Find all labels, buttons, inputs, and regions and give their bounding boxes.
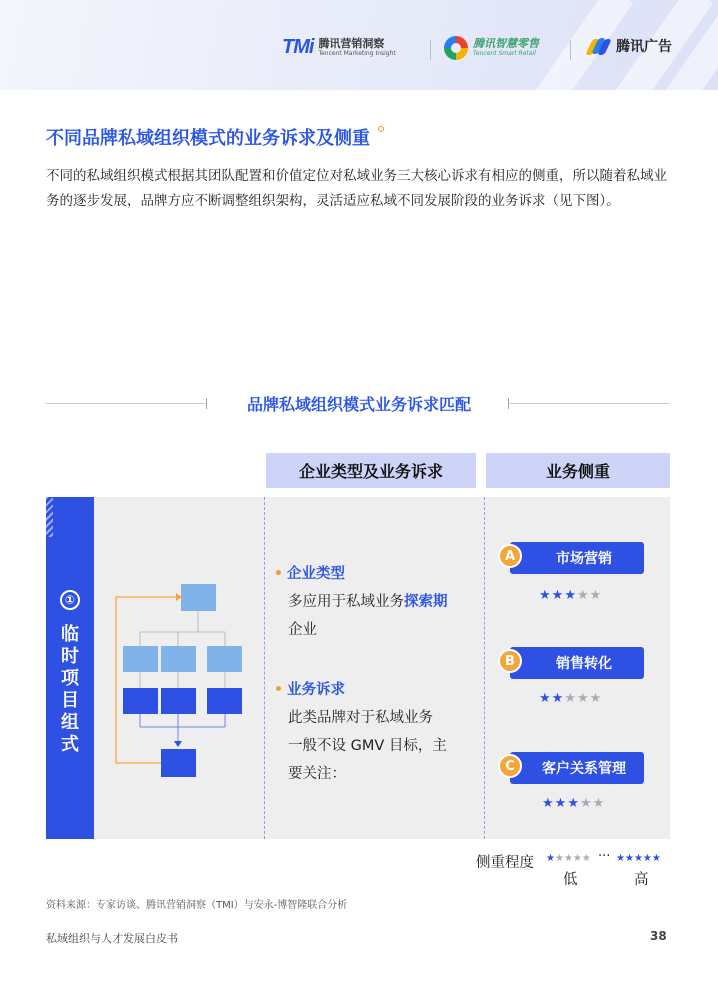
smart-retail-name-en: Tencent Smart Retail [473, 50, 536, 57]
star-filled-icon: ★ [567, 796, 580, 811]
star-empty-icon: ★ [581, 853, 591, 864]
star-filled-icon: ★ [546, 853, 555, 864]
business-demand-line: 要关注： [288, 766, 346, 782]
section-title-text: 不同品牌私域组织模式的业务诉求及侧重 [46, 128, 370, 149]
star-filled-icon: ★ [616, 853, 625, 864]
star-empty-icon: ★ [564, 691, 577, 706]
legend-label: 侧重程度 [476, 855, 534, 871]
star-empty-icon: ★ [554, 853, 564, 864]
enterprise-type-heading [276, 562, 345, 583]
mode-label-char: 目 [61, 690, 79, 711]
star-filled-icon: ★ [551, 691, 565, 706]
org-mid-box [123, 646, 158, 672]
star-filled-icon: ★ [539, 691, 552, 706]
star-filled-icon: ★ [624, 853, 634, 864]
figure-title-rule-left [46, 403, 206, 404]
footer-doc-title: 私域组织与人才发展白皮书 [46, 932, 178, 945]
star-filled-icon: ★ [633, 853, 643, 864]
tencent-ads-icon [586, 37, 608, 55]
mode-label-char: 时 [61, 646, 79, 667]
column-header-type-demand: 企业类型及业务诉求 [266, 453, 476, 488]
legend-high-stars [616, 853, 661, 864]
mode-number: ① [60, 590, 80, 610]
emphasis-rating [542, 796, 605, 811]
emphasis-rating [539, 588, 602, 603]
star-filled-icon: ★ [551, 588, 565, 603]
source-note: 资料来源：专家访谈、腾讯营销洞察（TMI）与安永-博智隆联合分析 [46, 900, 348, 911]
star-filled-icon: ★ [642, 853, 652, 864]
smart-retail-icon [444, 36, 468, 60]
star-filled-icon: ★ [539, 588, 552, 603]
org-project-box [123, 688, 158, 714]
emphasis-badge: C [498, 754, 522, 778]
business-demand-line: 一般不设 GMV 目标，主 [288, 738, 447, 754]
mode-label-char: 项 [61, 668, 79, 689]
page-number: 38 [650, 929, 667, 943]
org-mid-box [161, 646, 196, 672]
org-feedback-arrow [116, 597, 176, 763]
tencent-ads-name: 腾讯广告 [616, 39, 672, 55]
org-project-box [207, 688, 242, 714]
figure-title-tick-left [206, 398, 207, 409]
smart-retail-name-cn: 腾讯智慧零售 [473, 37, 539, 50]
business-demand-body [288, 704, 447, 788]
column-header-emphasis: 业务侧重 [486, 453, 670, 488]
enterprise-type-line2: 企业 [288, 622, 317, 638]
tmi-logo-name-cn: 腾讯营销洞察 [318, 36, 385, 50]
intro-paragraph: 不同的私域组织模式根据其团队配置和价值定位对私域业务三大核心诉求有相应的侧重，所以随着私域业务的逐步发展，品牌方应不断调整组织架构，灵活适应私域不同发展阶段的业务诉求（见下图）。 [46, 168, 667, 209]
legend-low: 低 [563, 872, 578, 888]
star-filled-icon: ★ [554, 796, 568, 811]
emphasis-label: 销售转化 [510, 647, 644, 679]
enterprise-type-heading-text: 企业类型 [287, 566, 345, 582]
mode-label-char: 组 [61, 712, 79, 733]
star-filled-icon: ★ [542, 796, 555, 811]
enterprise-type-body [288, 588, 448, 644]
star-empty-icon: ★ [576, 588, 590, 603]
logo-divider [430, 40, 431, 60]
org-bottom-box [161, 749, 196, 777]
legend-high: 高 [634, 872, 649, 888]
smart-retail-logo [444, 36, 539, 60]
title-circle-decoration [378, 126, 384, 132]
enterprise-type-line1: 多应用于私域业务 [288, 594, 404, 610]
legend-low-stars [546, 853, 591, 864]
bullet-dot [276, 570, 281, 575]
side-bar-stripes [46, 497, 53, 537]
column-divider [484, 497, 485, 839]
mode-label-char: 式 [61, 734, 79, 755]
business-demand-heading [276, 678, 345, 699]
star-empty-icon: ★ [563, 853, 573, 864]
emphasis-rating [539, 691, 602, 706]
bullet-dot [276, 686, 281, 691]
emphasis-label: 客户关系管理 [510, 752, 644, 784]
mode-label-char: 临 [61, 624, 79, 645]
star-empty-icon: ★ [572, 853, 582, 864]
star-filled-icon: ★ [564, 588, 577, 603]
business-demand-heading-text: 业务诉求 [287, 682, 345, 698]
org-top-box [181, 584, 216, 611]
legend-ellipsis: ··· [598, 849, 611, 864]
star-empty-icon: ★ [592, 796, 606, 811]
section-title [46, 124, 384, 150]
figure-title-rule-right [508, 403, 670, 404]
mode-label [46, 590, 94, 756]
emphasis-label: 市场营销 [510, 542, 644, 574]
org-project-box [161, 688, 196, 714]
enterprise-type-line [288, 588, 448, 616]
star-empty-icon: ★ [576, 691, 590, 706]
logo-divider [570, 40, 571, 60]
enterprise-type-highlight: 探索期 [404, 594, 448, 610]
tmi-logo-name-en: Tencent Marketing Insight [318, 49, 396, 57]
emphasis-badge: B [498, 649, 522, 673]
star-empty-icon: ★ [589, 588, 603, 603]
org-structure-diagram [110, 570, 250, 785]
figure-title: 品牌私域组织模式业务诉求匹配 [246, 395, 471, 414]
tmi-logo [282, 36, 396, 59]
star-empty-icon: ★ [589, 691, 603, 706]
business-demand-line: 此类品牌对于私域业务 [288, 710, 433, 726]
star-filled-icon: ★ [651, 853, 661, 864]
tencent-ads-logo [586, 36, 672, 56]
tmi-logo-mark: TMi [282, 36, 314, 58]
star-empty-icon: ★ [579, 796, 593, 811]
org-arrow-head [174, 741, 182, 747]
column-divider [264, 497, 265, 839]
emphasis-badge: A [498, 544, 522, 568]
org-mid-box [207, 646, 242, 672]
